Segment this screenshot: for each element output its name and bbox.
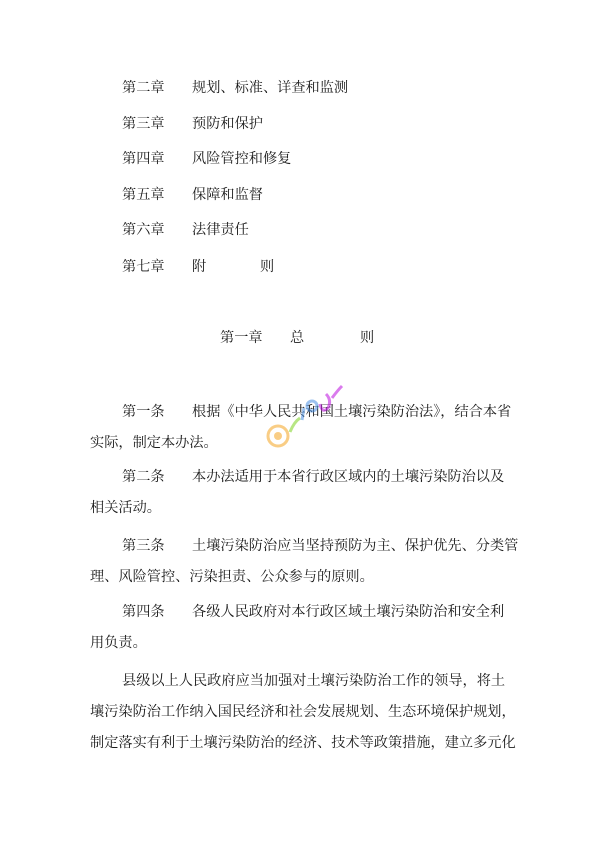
toc-chapter-title-part: 附 bbox=[192, 259, 207, 275]
toc-chapter-number: 第五章 bbox=[122, 187, 165, 203]
article-text: 本办法适用于本省行政区域内的土壤污染防治以及 bbox=[192, 469, 505, 485]
article-text: 用负责。 bbox=[90, 635, 147, 651]
toc-chapter-number: 第三章 bbox=[122, 116, 165, 132]
toc-chapter-title: 规划、标准、详查和监测 bbox=[192, 80, 349, 96]
article-text: 实际，制定本办法。 bbox=[90, 435, 218, 451]
article-text: 各级人民政府对本行政区域土壤污染防治和安全利 bbox=[192, 604, 505, 620]
chapter-heading-word: 则 bbox=[360, 330, 375, 346]
chapter-heading-word: 总 bbox=[290, 330, 305, 346]
chapter-heading bbox=[0, 328, 595, 348]
toc-chapter-title: 保障和监督 bbox=[192, 187, 263, 203]
article-text: 理、风险管控、污染担责、公众参与的原则。 bbox=[90, 569, 374, 585]
article-text: 相关活动。 bbox=[90, 500, 161, 516]
icloud-watermark-logo bbox=[262, 384, 346, 454]
toc-chapter-number: 第七章 bbox=[122, 259, 165, 275]
article-4 bbox=[90, 602, 508, 664]
toc-chapter-title: 法律责任 bbox=[192, 222, 249, 238]
article-label: 第四条 bbox=[122, 604, 165, 620]
toc-chapter-title: 风险管控和修复 bbox=[192, 151, 292, 167]
chapter-heading-number: 第一章 bbox=[220, 330, 263, 346]
toc-chapter-number: 第六章 bbox=[122, 222, 165, 238]
article-label: 第三条 bbox=[122, 538, 165, 554]
article-3 bbox=[90, 536, 519, 598]
toc-chapter-number: 第四章 bbox=[122, 151, 165, 167]
article-label: 第二条 bbox=[122, 469, 165, 485]
toc-chapter-number: 第二章 bbox=[122, 80, 165, 96]
article-label: 第一条 bbox=[122, 404, 165, 420]
paragraph-line: 壤污染防治工作纳入国民经济和社会发展规划、生态环境保护规划， bbox=[90, 704, 516, 720]
toc-chapter-title-part: 则 bbox=[260, 259, 275, 275]
toc-chapter-title: 预防和保护 bbox=[192, 116, 263, 132]
paragraph-line: 县级以上人民政府应当加强对土壤污染防治工作的领导，将土 bbox=[122, 673, 506, 689]
article-text: 根据《中华人民共和国土壤污染防治法》，结合本省 bbox=[192, 404, 512, 420]
paragraph-line: 制定落实有利于土壤污染防治的经济、技术等政策措施，建立多元化 bbox=[90, 735, 516, 751]
article-text: 土壤污染防治应当坚持预防为主、保护优先、分类管 bbox=[192, 538, 519, 554]
article-2 bbox=[90, 467, 508, 529]
body-paragraph bbox=[90, 671, 516, 764]
